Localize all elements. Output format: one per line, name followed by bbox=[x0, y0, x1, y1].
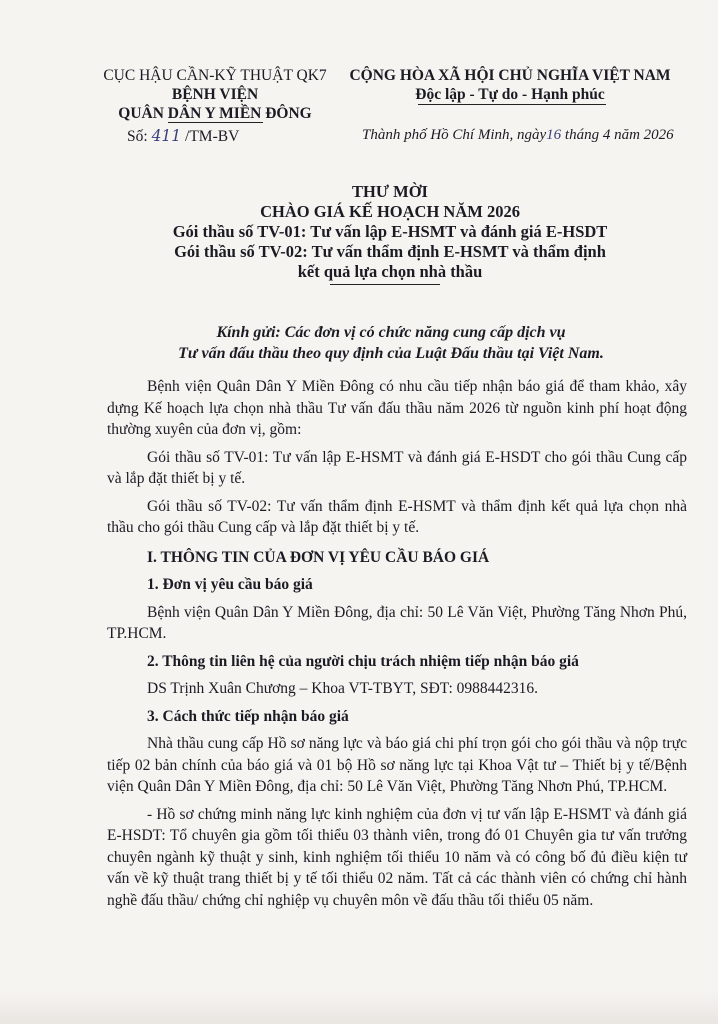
recipient-line-1: Kính gửi: Các đơn vị có chức năng cung cấp dịch vụ bbox=[216, 324, 566, 341]
issuer-underline bbox=[168, 122, 263, 123]
place-date bbox=[362, 127, 674, 144]
motto-underline bbox=[418, 104, 606, 105]
issuer-header bbox=[100, 66, 330, 123]
package-2-paragraph: Gói thầu số TV-02: Tư vấn thẩm định E-HSMT và thẩm định kết quả lựa chọn nhà thầu cho gói thầu Cung cấp và lắp đặt thiết bị y tế. bbox=[107, 497, 687, 536]
document-number-handwritten: 411 bbox=[151, 127, 182, 145]
intro-paragraph: Bệnh viện Quân Dân Y Miền Đông có nhu cầu tiếp nhận báo giá để tham khảo, xây dựng Kế hoạch lựa chọn nhà thầu Tư vấn đấu thầu năm 2026 từ nguồn kinh phí hoạt động thường xuyên của đơn vị, gồm: bbox=[107, 378, 687, 438]
section-1-3-heading: 3. Cách thức tiếp nhận báo giá bbox=[147, 707, 349, 725]
national-motto: Độc lập - Tự do - Hạnh phúc bbox=[415, 86, 605, 103]
document-title-block bbox=[100, 182, 680, 282]
issuer-org-line2: QUÂN DÂN Y MIỀN ĐÔNG bbox=[118, 105, 312, 122]
national-header bbox=[346, 66, 674, 104]
issuer-parent-org: CỤC HẬU CẦN-KỸ THUẬT QK7 bbox=[103, 67, 327, 84]
date-suffix: tháng 4 năm 2026 bbox=[564, 127, 674, 143]
contact-paragraph: DS Trịnh Xuân Chương – Khoa VT-TBYT, SĐT: 0988442316. bbox=[147, 680, 539, 697]
scan-edge bbox=[0, 990, 718, 1024]
section-1-heading: I. THÔNG TIN CỦA ĐƠN VỊ YÊU CẦU BÁO GIÁ bbox=[147, 548, 490, 566]
title-letter-type: THƯ MỜI bbox=[352, 182, 428, 201]
title-package-2: Gói thầu số TV-02: Tư vấn thẩm định E-HSMT và thẩm định bbox=[174, 242, 606, 261]
issuer-org-line1: BỆNH VIỆN bbox=[171, 86, 259, 103]
submission-paragraph: Nhà thầu cung cấp Hồ sơ năng lực và báo giá chi phí trọn gói cho gói thầu và nộp trực tiếp 02 bản chính của báo giá và 01 bộ Hồ sơ năng lực tại Khoa Vật tư – Thiết bị y tế/Bệnh viện Quân Dân Y Miền Đông, địa chỉ: 50 Lê Văn Việt, Phường Tăng Nhơn Phú, TP.HCM. bbox=[107, 735, 687, 795]
qualification-paragraph: - Hồ sơ chứng minh năng lực kinh nghiệm của đơn vị tư vấn lập E-HSMT và đánh giá E-HSDT: Tổ chuyên gia gồm tối thiểu 03 thành viên, trong đó 01 Chuyên gia tư vấn trưởng chuyên ngành kỹ thuật y sinh, kinh nghiệm tối thiểu 10 năm và có công bố đủ điều kiện tư vấn về kỹ thuật trang thiết bị y tế tối thiểu 02 năm. Tất cả các thành viên có chứng chỉ hành nghề đấu thầu/ chứng chỉ nghiệp vụ chuyên môn về đấu thầu tối thiểu 05 năm. bbox=[107, 805, 687, 909]
title-package-1: Gói thầu số TV-01: Tư vấn lập E-HSMT và đánh giá E-HSDT bbox=[172, 222, 608, 241]
date-day-handwritten: 16 bbox=[546, 127, 562, 143]
document-number-suffix: /TM-BV bbox=[185, 128, 240, 145]
title-underline bbox=[330, 284, 440, 285]
document-number bbox=[127, 127, 239, 146]
section-1-2-heading: 2. Thông tin liên hệ của người chịu trách nhiệm tiếp nhận báo giá bbox=[147, 652, 579, 670]
title-subject: CHÀO GIÁ KẾ HOẠCH NĂM 2026 bbox=[260, 202, 520, 221]
title-package-2-cont: kết quả lựa chọn nhà thầu bbox=[297, 262, 483, 281]
date-prefix: Thành phố Hồ Chí Minh, ngày bbox=[362, 127, 547, 143]
recipient-block bbox=[100, 322, 682, 364]
document-number-label: Số: bbox=[127, 128, 148, 145]
package-1-paragraph: Gói thầu số TV-01: Tư vấn lập E-HSMT và đánh giá E-HSDT cho gói thầu Cung cấp và lắp đặt thiết bị y tế. bbox=[107, 448, 687, 487]
requester-address-paragraph: Bệnh viện Quân Dân Y Miền Đông, địa chỉ: 50 Lê Văn Việt, Phường Tăng Nhơn Phú, TP.HCM. bbox=[107, 603, 687, 642]
national-title: CỘNG HÒA XÃ HỘI CHỦ NGHĨA VIỆT NAM bbox=[349, 67, 671, 84]
recipient-line-2: Tư vấn đấu thầu theo quy định của Luật Đấu thầu tại Việt Nam. bbox=[178, 345, 604, 362]
document-body bbox=[107, 376, 687, 917]
section-1-1-heading: 1. Đơn vị yêu cầu báo giá bbox=[147, 576, 313, 593]
